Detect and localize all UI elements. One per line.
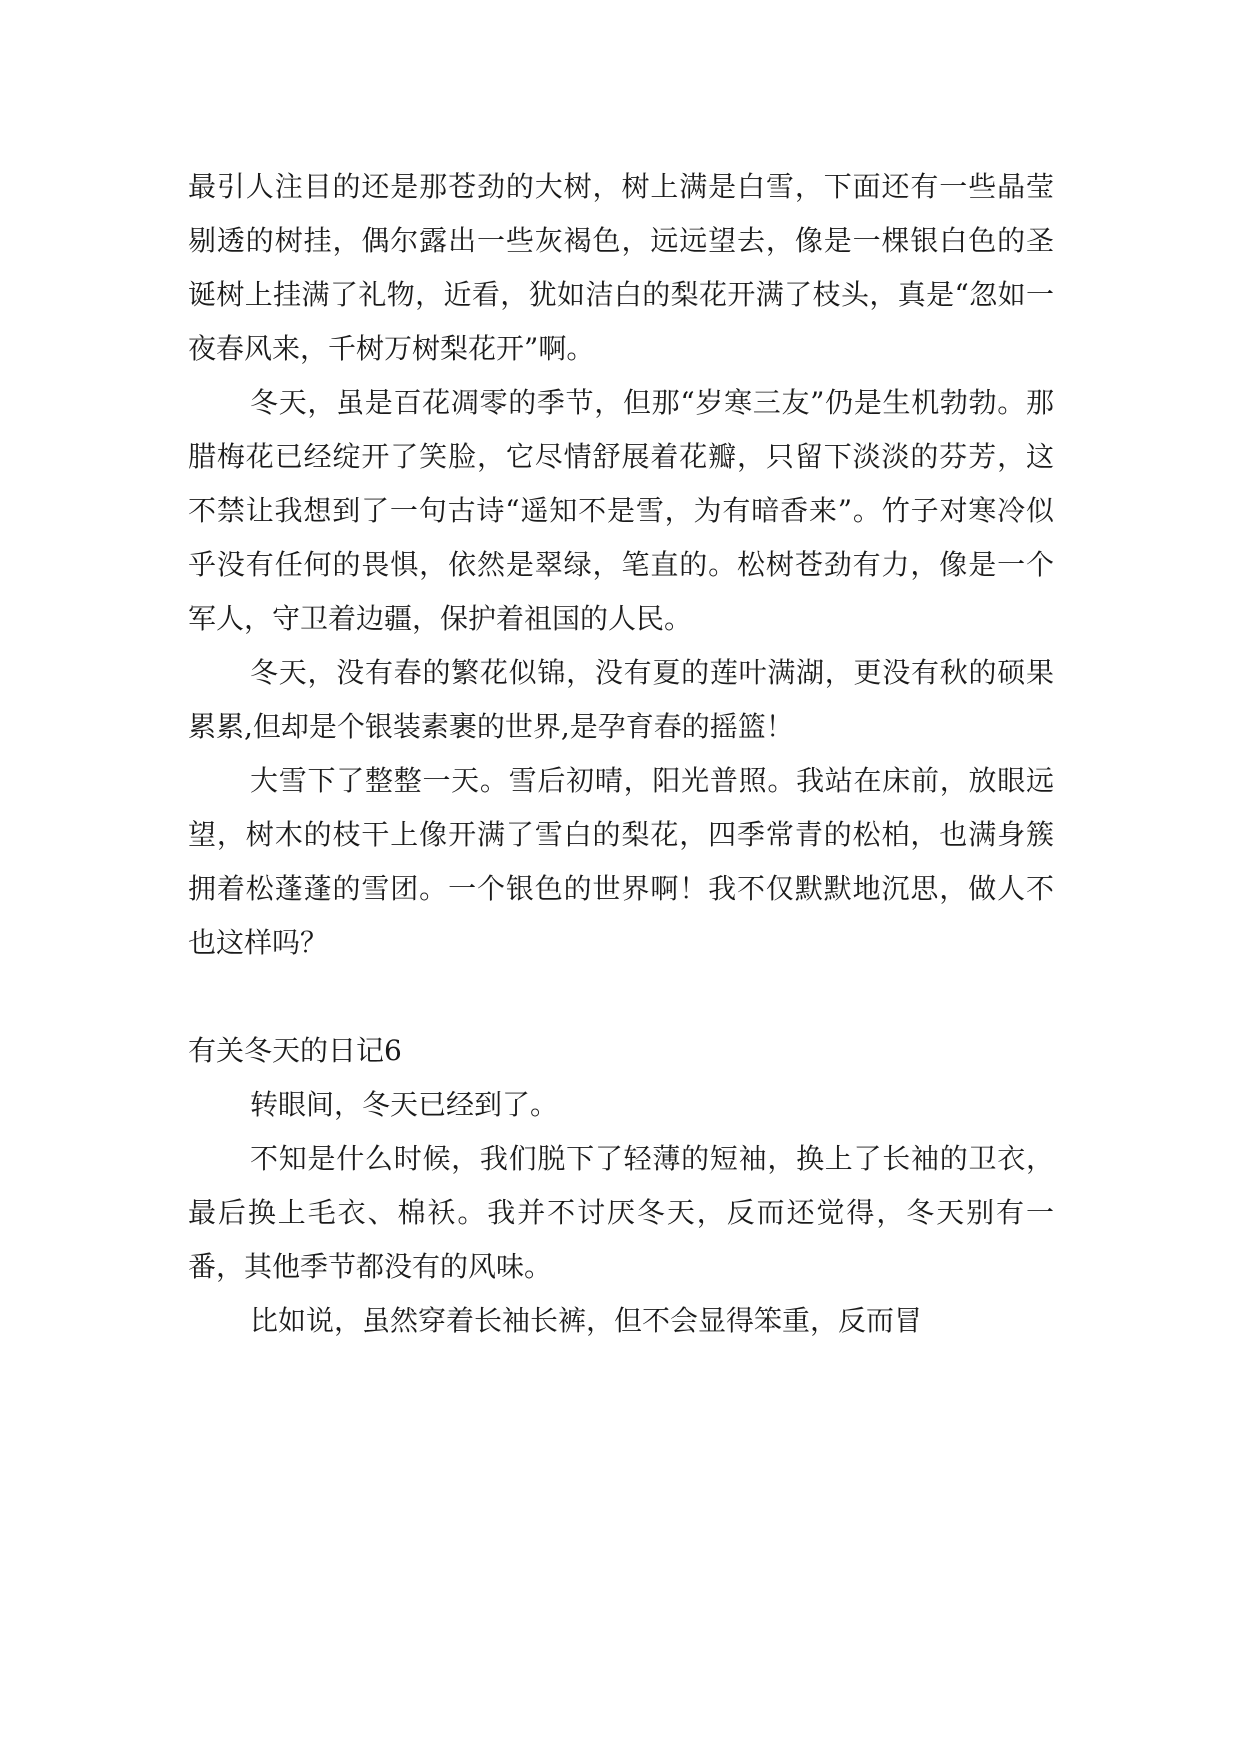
section-title: 有关冬天的日记6 (188, 1034, 402, 1067)
paragraph-continued: 最引人注目的还是那苍劲的大树，树上满是白雪，下面还有一些晶莹剔透的树挂，偶尔露出一些灰褐色，远远望去，像是一棵银白色的圣诞树上挂满了礼物，近看，犹如洁白的梨花开满了枝头，真是“忽如一夜春风来，千树万树梨花开”啊。 (188, 170, 1054, 365)
section-spacer (188, 970, 1054, 1024)
paragraph-heavy-snow: 大雪下了整整一天。雪后初晴，阳光普照。我站在床前，放眼远望，树木的枝干上像开满了雪白的梨花，四季常青的松柏，也满身簇拥着松蓬蓬的雪团。一个银色的世界啊！我不仅默默地沉思，做人不也这样吗？ (188, 764, 1054, 959)
paragraph-clothes: 不知是什么时候，我们脱下了轻薄的短袖，换上了长袖的卫衣，最后换上毛衣、棉袄。我并不讨厌冬天，反而还觉得，冬天别有一番，其他季节都没有的风味。 (188, 1142, 1054, 1283)
paragraph-winter-arrived: 转眼间，冬天已经到了。 (250, 1088, 559, 1121)
paragraph-for-example: 比如说，虽然穿着长袖长裤，但不会显得笨重，反而冒 (250, 1304, 923, 1337)
paragraph-three-friends: 冬天，虽是百花凋零的季节，但那“岁寒三友”仍是生机勃勃。那腊梅花已经绽开了笑脸，它尽情舒展着花瓣，只留下淡淡的芬芳，这不禁让我想到了一句古诗“遥知不是雪，为有暗香来”。竹子对寒冷似乎没有任何的畏惧，依然是翠绿，笔直的。松树苍劲有力，像是一个军人，守卫着边疆，保护着祖国的人民。 (188, 386, 1054, 635)
document-body (188, 160, 1054, 1348)
paragraph-winter-cradle: 冬天，没有春的繁花似锦，没有夏的莲叶满湖，更没有秋的硕果累累,但却是个银装素裹的世界,是孕育春的摇篮！ (188, 656, 1054, 743)
